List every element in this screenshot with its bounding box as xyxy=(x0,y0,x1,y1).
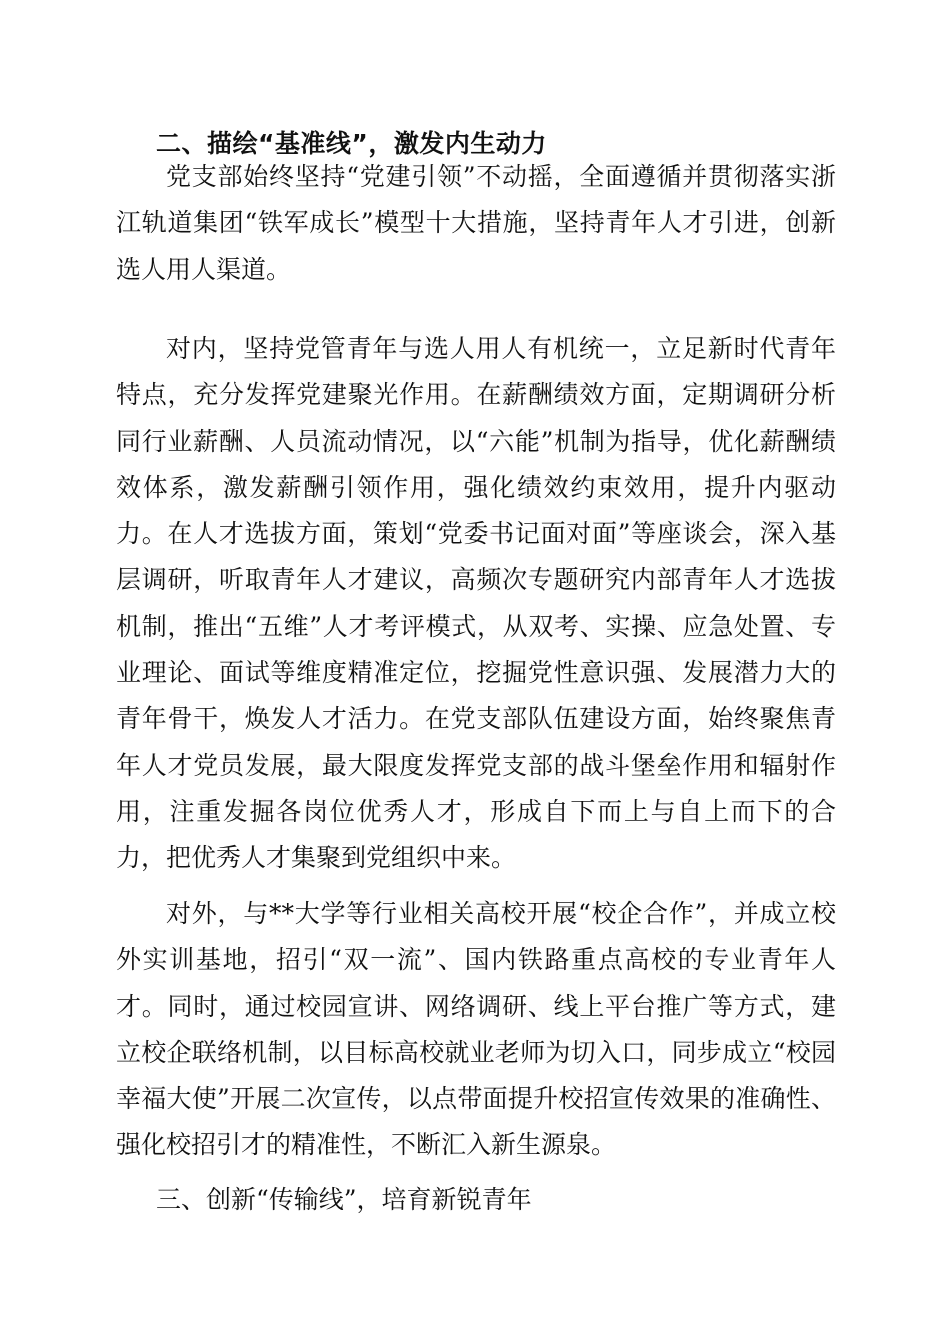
section-heading-three: 三、创新“传输线”，培育新锐青年 xyxy=(156,1185,532,1214)
section-heading-two: 二、描绘“基准线”，激发内生动力 xyxy=(156,129,547,158)
paragraph-intro: 党支部始终坚持“党建引领”不动摇，全面遵循并贯彻落实浙江轨道集团“铁军成长”模型十大措施，坚持青年人才引进，创新选人用人渠道。 xyxy=(116,162,836,284)
paragraph-external: 对外，与**大学等行业相关高校开展“校企合作”，并成立校外实训基地，招引“双一流”、国内铁路重点高校的专业青年人才。同时，通过校园宣讲、网络调研、线上平台推广等方式，建立校企联络机制，以目标高校就业老师为切入口，同步成立“校园幸福大使”开展二次宣传，以点带面提升校招宣传效果的准确性、强化校招引才的精准性，不断汇入新生源泉。 xyxy=(116,899,836,1160)
paragraph-internal: 对内，坚持党管青年与选人用人有机统一，立足新时代青年特点，充分发挥党建聚光作用。在薪酬绩效方面，定期调研分析同行业薪酬、人员流动情况，以“六能”机制为指导，优化薪酬绩效体系，激发薪酬引领作用，强化绩效约束效用，提升内驱动力。在人才选拔方面，策划“党委书记面对面”等座谈会，深入基层调研，听取青年人才建议，高频次专题研究内部青年人才选拔机制，推出“五维”人才考评模式，从双考、实操、应急处置、专业理论、面试等维度精准定位，挖掘党性意识强、发展潜力大的青年骨干，焕发人才活力。在党支部队伍建设方面，始终聚焦青年人才党员发展，最大限度发挥党支部的战斗堡垒作用和辐射作用，注重发掘各岗位优秀人才，形成自下而上与自上而下的合力，把优秀人才集聚到党组织中来。 xyxy=(116,334,836,873)
